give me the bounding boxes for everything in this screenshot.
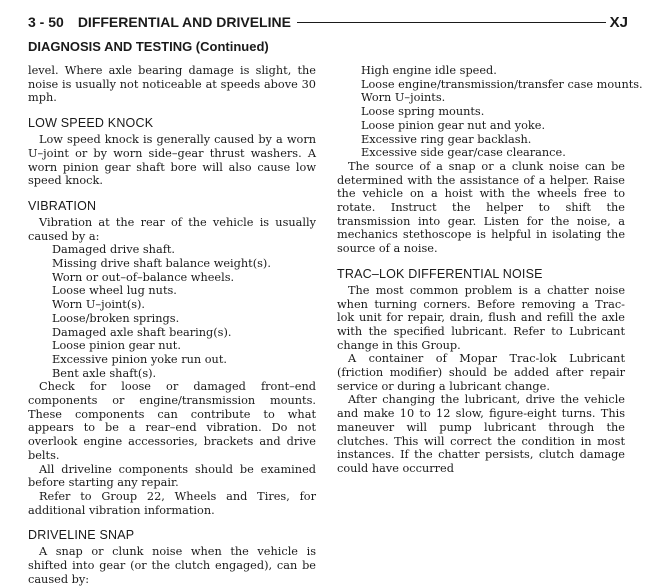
list-item: Loose pinion gear nut.: [52, 339, 181, 353]
list-item: Loose wheel lug nuts.: [52, 284, 177, 298]
list-item: High engine idle speed.: [361, 64, 497, 77]
vibration-intro: Vibration at the rear of the vehicle is usually caused by a:: [28, 215, 316, 243]
vibration-paragraph-1: Check for loose or damaged front–end components or engine/transmission mounts. These components can contribute to what appears to be a rear–end vibration. Do not overlook engine accessories, brackets and drive belts.: [28, 380, 316, 462]
left-column: [28, 64, 316, 587]
vibration-paragraph-2: All driveline components should be examined before starting any repair.: [28, 462, 316, 490]
list-item: Bent axle shaft(s).: [52, 366, 157, 380]
list-item: Excessive pinion yoke run out.: [52, 352, 227, 366]
right-column: [337, 64, 643, 476]
chapter-title: DIFFERENTIAL AND DRIVELINE: [77, 14, 291, 30]
driveline-snap-heading: DRIVELINE SNAP: [28, 528, 135, 543]
traclok-heading: TRAC–LOK DIFFERENTIAL NOISE: [337, 266, 543, 281]
list-item: Missing drive shaft balance weight(s).: [52, 257, 271, 271]
driveline-snap-paragraph: A snap or clunk noise when the vehicle is shifted into gear (or the clutch engaged), can be caused by:: [28, 545, 316, 586]
intro-paragraph: level. Where axle bearing damage is slight, the noise is usually not noticeable at speeds above 30 mph.: [28, 64, 316, 105]
list-item: Loose engine/transmission/transfer case mounts.: [361, 77, 643, 91]
snap-source-paragraph: The source of a snap or a clunk noise can be determined with the assistance of a helper. Raise the vehicle on a hoist with the wheels free to rotate. Instruct the helper to shift the transmission into gear. Listen for the noise, a mechanics stethoscope is helpful in isolating the source of a noise.: [337, 159, 625, 256]
list-item: Loose spring mounts.: [361, 105, 485, 119]
list-item: Loose pinion gear nut and yoke.: [361, 118, 546, 132]
traclok-paragraph-3: After changing the lubricant, drive the vehicle and make 10 to 12 slow, figure-eight turns. This maneuver will pump lubricant through the clutches. This will correct the condition in most instances. If the chatter persists, clutch damage could have occurred: [337, 393, 625, 475]
traclok-paragraph-1: The most common problem is a chatter noise when turning corners. Before removing a Trac-lok unit for repair, drain, flush and refill the axle with the specified lubricant. Refer to Lubricant change in this Group.: [337, 283, 625, 352]
vibration-paragraph-3: Refer to Group 22, Wheels and Tires, for additional vibration information.: [28, 489, 316, 517]
snap-causes-list: [337, 64, 643, 160]
low-speed-knock-paragraph: Low speed knock is generally caused by a worn U–joint or by worn side–gear thrust washers. A worn pinion gear shaft bore will also cause low speed knock.: [28, 133, 316, 188]
list-item: Worn U–joint(s).: [52, 298, 146, 312]
list-item: Loose/broken springs.: [52, 311, 180, 325]
list-item: Damaged drive shaft.: [52, 243, 176, 257]
page-header: [28, 12, 628, 32]
list-item: Excessive ring gear backlash.: [361, 132, 532, 146]
low-speed-knock-heading: LOW SPEED KNOCK: [28, 116, 154, 131]
vibration-heading: VIBRATION: [28, 198, 97, 213]
list-item: Worn U–joints.: [361, 91, 446, 105]
list-item: Damaged axle shaft bearing(s).: [52, 325, 232, 339]
list-item: Excessive side gear/case clearance.: [361, 146, 566, 160]
vibration-causes-list: [28, 243, 316, 380]
list-item: Worn or out–of–balance wheels.: [52, 270, 235, 284]
header-rule: [297, 22, 606, 23]
model-code: XJ: [609, 13, 628, 31]
traclok-paragraph-2: A container of Mopar Trac-lok Lubricant (friction modifier) should be added after repair service or during a lubricant change.: [337, 352, 625, 393]
section-title: DIAGNOSIS AND TESTING (Continued): [28, 39, 269, 54]
page-number: 3 - 50: [28, 14, 64, 30]
